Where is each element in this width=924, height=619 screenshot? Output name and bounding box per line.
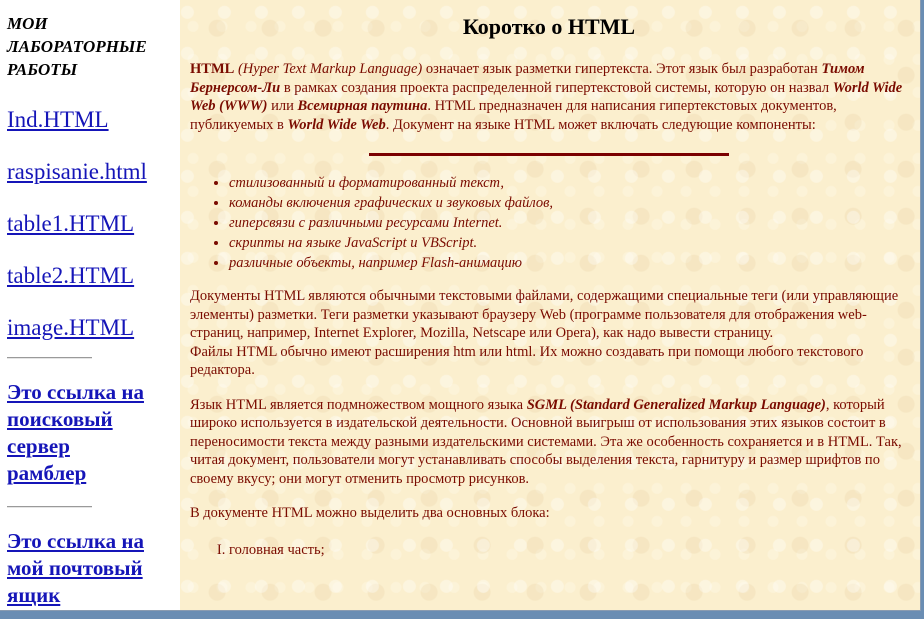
documents-text: Документы HTML являются обычными текстовыми файлами, содержащими специальные теги (или управляющие элементы) разметки. Теги разметки указывают браузеру Web (программе пользователя для отображения web-страниц, например, Internet Explorer, Mozilla, Netscape или Opera), как надо вывести страницу. bbox=[190, 288, 899, 341]
sgml-term: SGML (Standard Generalized Markup Language) bbox=[526, 396, 826, 413]
intro-text: в рамках создания проекта распределенной гипертекстовой системы, которую он назвал bbox=[280, 79, 833, 96]
link-rambler-line[interactable]: Это ссылка на bbox=[7, 380, 144, 404]
intro-text: означает язык разметки гипертекста. Этот язык был разработан bbox=[422, 61, 822, 77]
intro-text: или bbox=[267, 98, 298, 114]
html-full-name: (Hyper Text Markup Language) bbox=[237, 61, 423, 77]
blocks-list bbox=[190, 541, 908, 560]
sgml-text: , который широко используется в издательской деятельности. Основной выигрыш от использования этих языков состоит в переносимости текста между разными издательскими системами. Эта же особенность сохраняется и в HTML. Так, читая документ, пользователи могут устанавливать способы выделения текста, гарнитуру и размер шрифтов по своему вкусу; они могут отменить просмотр рисунков. bbox=[190, 396, 902, 487]
www-term-2: World Wide Web bbox=[287, 116, 386, 133]
features-list bbox=[190, 173, 908, 273]
link-table1-html[interactable]: table1.HTML bbox=[7, 211, 135, 236]
content-frame[interactable] bbox=[180, 0, 920, 610]
sidebar-title-line: МОИ bbox=[7, 14, 48, 33]
link-table2-html[interactable]: table2.HTML bbox=[7, 263, 135, 288]
list-item: I. головная часть; bbox=[229, 541, 908, 560]
list-item: • стилизованный и форматированный текст, bbox=[229, 173, 908, 193]
sidebar-divider bbox=[7, 506, 92, 508]
sgml-paragraph bbox=[190, 396, 908, 489]
article bbox=[190, 0, 908, 559]
page-title: Коротко о HTML bbox=[462, 14, 636, 39]
extensions-text: Файлы HTML обычно имеют расширения htm или html. Их можно создавать при помощи любого текстового редактора. bbox=[190, 343, 864, 378]
link-mailbox-line[interactable]: мой почтовый bbox=[7, 556, 143, 580]
sidebar-title-line: РАБОТЫ bbox=[7, 60, 78, 79]
link-rambler-line[interactable]: рамблер bbox=[7, 461, 87, 485]
horizontal-rule bbox=[369, 153, 729, 156]
html-abbr: HTML bbox=[190, 61, 235, 77]
link-mailbox-line[interactable]: Это ссылка на bbox=[7, 529, 144, 553]
list-item: • скрипты на языке JavaScript и VBScript. bbox=[229, 233, 908, 253]
intro-paragraph bbox=[190, 60, 908, 134]
web-ru-term: Всемирная паутина bbox=[297, 98, 428, 114]
list-item: • различные объекты, например Flash-анимацию bbox=[229, 253, 908, 273]
link-rambler-search[interactable] bbox=[7, 379, 177, 487]
link-rambler-line[interactable]: сервер bbox=[7, 434, 70, 458]
intro-text: . HTML предназначен для написания гипертекстовых документов, публикуемых в bbox=[190, 98, 837, 133]
sidebar-frame bbox=[0, 0, 180, 610]
intro-text: . Документ на языке HTML может включать следующие компоненты: bbox=[385, 116, 816, 133]
link-rambler-line[interactable]: поисковый bbox=[7, 407, 113, 431]
sidebar-title bbox=[7, 12, 177, 81]
blocks-paragraph: В документе HTML можно выделить два основных блока: bbox=[190, 505, 550, 521]
sidebar-divider bbox=[7, 357, 92, 359]
sidebar-title-line: ЛАБОРАТОРНЫЕ bbox=[7, 37, 147, 56]
link-ind-html[interactable]: Ind.HTML bbox=[7, 107, 109, 132]
author-name: Тимом Бернерсом-Ли bbox=[190, 61, 865, 96]
link-mailbox-line[interactable]: ящик bbox=[7, 583, 61, 607]
documents-paragraph bbox=[190, 287, 908, 380]
list-item: • команды включения графических и звуковых файлов, bbox=[229, 193, 908, 213]
link-mailbox[interactable] bbox=[7, 528, 177, 609]
link-image-html[interactable]: image.HTML bbox=[7, 315, 135, 340]
sgml-text: Язык HTML является подмножеством мощного языка bbox=[190, 396, 527, 413]
www-term: World Wide Web (WWW) bbox=[190, 79, 903, 114]
list-item: • гиперсвязи с различными ресурсами Internet. bbox=[229, 213, 908, 233]
link-raspisanie-html[interactable]: raspisanie.html bbox=[7, 159, 147, 184]
